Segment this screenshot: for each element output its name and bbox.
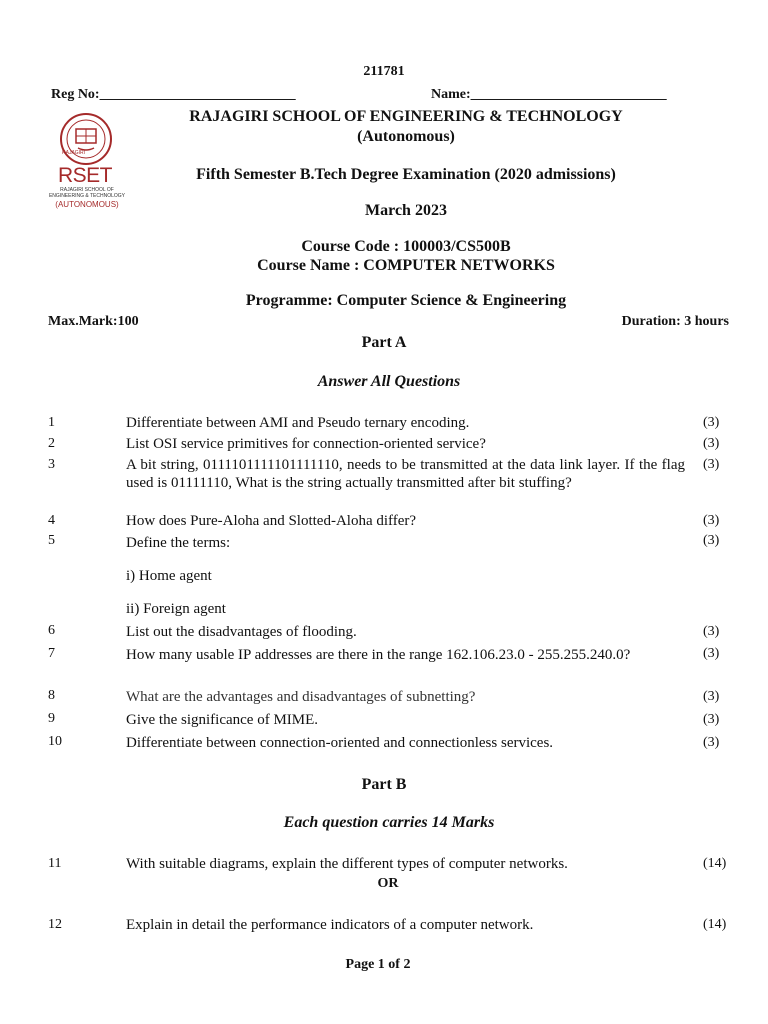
question-marks: (3) — [703, 436, 720, 451]
exam-name: Fifth Semester B.Tech Degree Examination (2020 admissions) — [196, 166, 616, 183]
question-number: 3 — [48, 457, 55, 472]
logo-line3: (AUTONOMOUS) — [55, 200, 119, 209]
question-number: 5 — [48, 533, 55, 548]
question-number: 8 — [48, 688, 55, 703]
question-marks: (3) — [703, 415, 720, 430]
seal-text: RAJAGIRI — [62, 150, 86, 156]
question-text: Differentiate between AMI and Pseudo ternary encoding. — [126, 415, 470, 431]
institution-logo — [48, 112, 126, 212]
question-text: With suitable diagrams, explain the different types of computer networks. — [126, 856, 568, 872]
question-number: 11 — [48, 856, 62, 871]
max-mark: Max.Mark:100 — [48, 314, 139, 329]
sub-question: ii) Foreign agent — [126, 601, 226, 617]
question-number: 10 — [48, 734, 62, 749]
question-text: How does Pure-Aloha and Slotted-Aloha differ? — [126, 513, 417, 529]
logo-line1: RAJAGIRI SCHOOL OF — [60, 187, 114, 193]
question-text: What are the advantages and disadvantages of subnetting? — [126, 689, 476, 705]
reg-no-field: Reg No:____________________________ — [51, 87, 296, 102]
paper-code: 211781 — [363, 64, 405, 79]
course-name: Course Name : COMPUTER NETWORKS — [257, 257, 555, 274]
or-separator: OR — [377, 876, 399, 891]
question-text: Give the significance of MIME. — [126, 712, 319, 728]
course-code: Course Code : 100003/CS500B — [301, 238, 511, 255]
question-number: 2 — [48, 436, 55, 451]
question-marks: (3) — [703, 513, 720, 528]
question-marks: (3) — [703, 646, 720, 661]
logo-line2: ENGINEERING & TECHNOLOGY — [48, 193, 126, 199]
question-number: 12 — [48, 917, 62, 932]
logo-brand: RSET — [58, 164, 113, 187]
question-number: 9 — [48, 711, 55, 726]
question-marks: (3) — [703, 533, 720, 548]
question-marks: (14) — [703, 917, 727, 932]
name-field: Name:____________________________ — [431, 87, 667, 102]
page-number: Page 1 of 2 — [345, 957, 411, 972]
part-b-instruction: Each question carries 14 Marks — [283, 814, 495, 831]
question-text: List out the disadvantages of flooding. — [126, 624, 357, 640]
question-number: 1 — [48, 415, 55, 430]
question-number: 7 — [48, 646, 55, 661]
duration: Duration: 3 hours — [621, 314, 729, 329]
question-number: 4 — [48, 513, 55, 528]
question-text: A bit string, 0111101111101111110, needs to be transmitted at the data link layer. If the flag used is 01111110, What is the string actually transmitted after bit stuffing? — [126, 457, 685, 491]
part-a-instruction: Answer All Questions — [317, 373, 461, 390]
sub-question: i) Home agent — [126, 568, 212, 584]
exam-date: March 2023 — [365, 202, 447, 219]
part-b-title: Part B — [361, 776, 407, 793]
autonomous-label: (Autonomous) — [357, 128, 455, 145]
question-marks: (3) — [703, 735, 720, 750]
question-marks: (3) — [703, 624, 720, 639]
part-a-title: Part A — [361, 334, 407, 351]
programme: Programme: Computer Science & Engineering — [245, 292, 567, 309]
question-text: Define the terms: — [126, 535, 231, 551]
question-marks: (3) — [703, 712, 720, 727]
question-number: 6 — [48, 623, 55, 638]
question-text: Explain in detail the performance indicators of a computer network. — [126, 917, 534, 933]
question-text: How many usable IP addresses are there in the range 162.106.23.0 - 255.255.240.0? — [126, 647, 631, 663]
question-text: List OSI service primitives for connection-oriented service? — [126, 436, 486, 452]
question-marks: (14) — [703, 856, 727, 871]
question-marks: (3) — [703, 689, 720, 704]
institution-name: RAJAGIRI SCHOOL OF ENGINEERING & TECHNOLOGY — [189, 108, 623, 125]
question-marks: (3) — [703, 457, 720, 472]
question-text: Differentiate between connection-oriented and connectionless services. — [126, 735, 554, 751]
